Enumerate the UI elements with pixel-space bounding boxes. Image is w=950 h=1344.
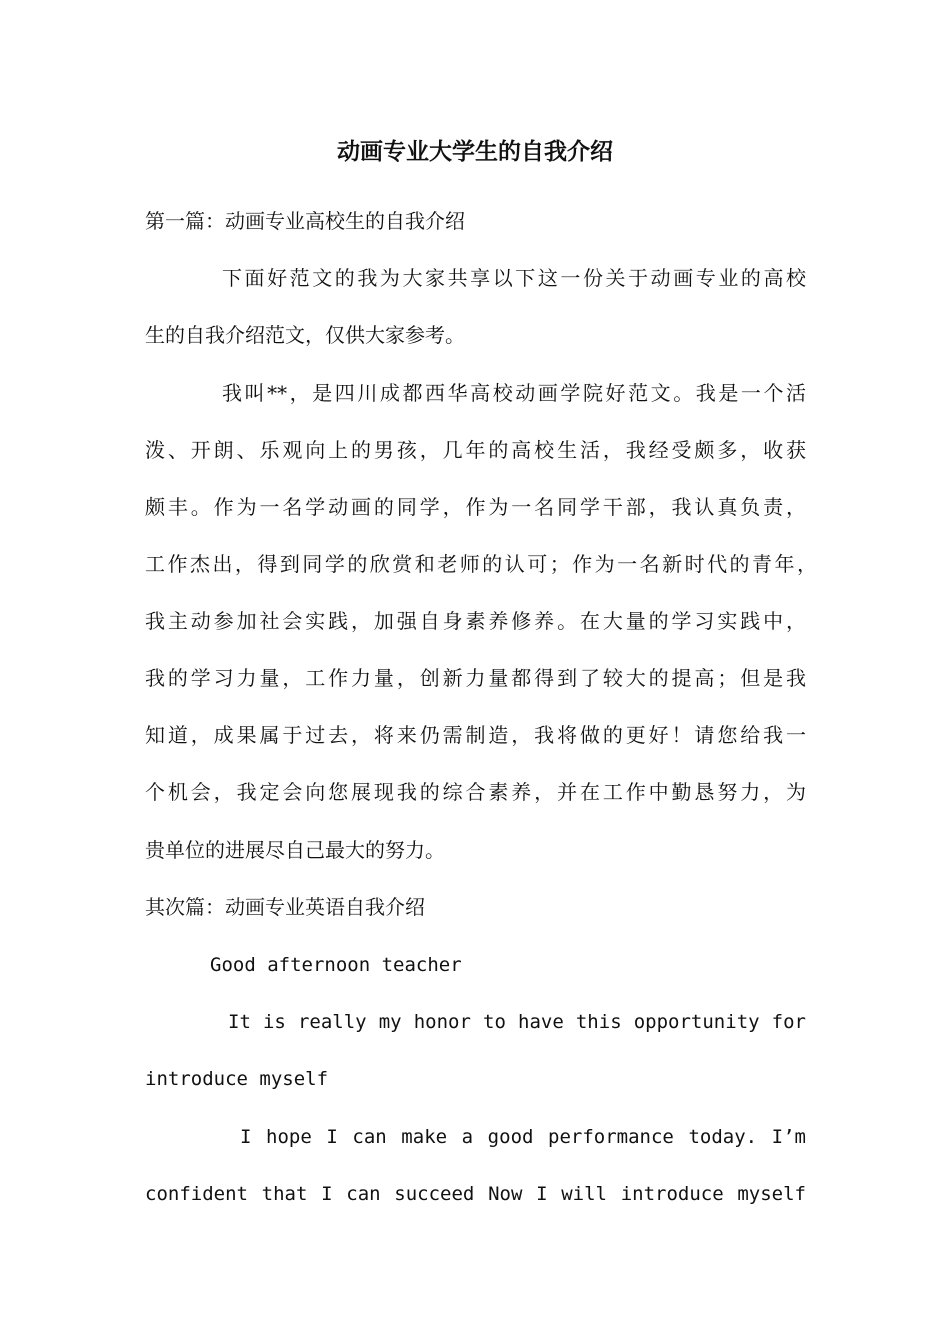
paragraph-line: 贵单位的进展尽自己最大的努力。 [145, 838, 445, 862]
paragraph-line: 知道，成果属于过去，将来仍需制造，我将做的更好！请您给我一 [145, 723, 806, 747]
paragraph-line: 泼、开朗、乐观向上的男孩，几年的高校生活，我经受颇多，收获 [145, 438, 806, 462]
paragraph-line: 我叫**，是四川成都西华高校动画学院好范文。我是一个活 [222, 381, 806, 405]
section-heading-1: 第一篇：动画专业高校生的自我介绍 [145, 209, 465, 233]
paragraph-line: 颇丰。作为一名学动画的同学，作为一名同学干部，我认真负责， [145, 495, 806, 519]
paragraph-line: 工作杰出，得到同学的欣赏和老师的认可；作为一名新时代的青年， [145, 552, 817, 576]
english-line: introduce myself [145, 1068, 329, 1090]
document-title: 动画专业大学生的自我介绍 [337, 138, 613, 165]
english-line: confident that I can succeed Now I will introduce myself [145, 1183, 806, 1205]
paragraph-line: 个机会，我定会向您展现我的综合素养，并在工作中勤恳努力，为 [145, 780, 806, 804]
paragraph-line: 我的学习力量，工作力量，创新力量都得到了较大的提高；但是我 [145, 666, 806, 690]
paragraph-line: 我主动参加社会实践，加强自身素养修养。在大量的学习实践中， [145, 609, 806, 633]
paragraph-line: 生的自我介绍范文，仅供大家参考。 [145, 323, 465, 347]
section-heading-2: 其次篇：动画专业英语自我介绍 [145, 895, 425, 919]
english-line: It is really my honor to have this opportunity for [228, 1011, 806, 1033]
english-line: Good afternoon teacher [210, 954, 462, 976]
paragraph-line: 下面好范文的我为大家共享以下这一份关于动画专业的高校 [222, 266, 806, 290]
english-line: I hope I can make a good performance today. I’m [240, 1126, 806, 1148]
